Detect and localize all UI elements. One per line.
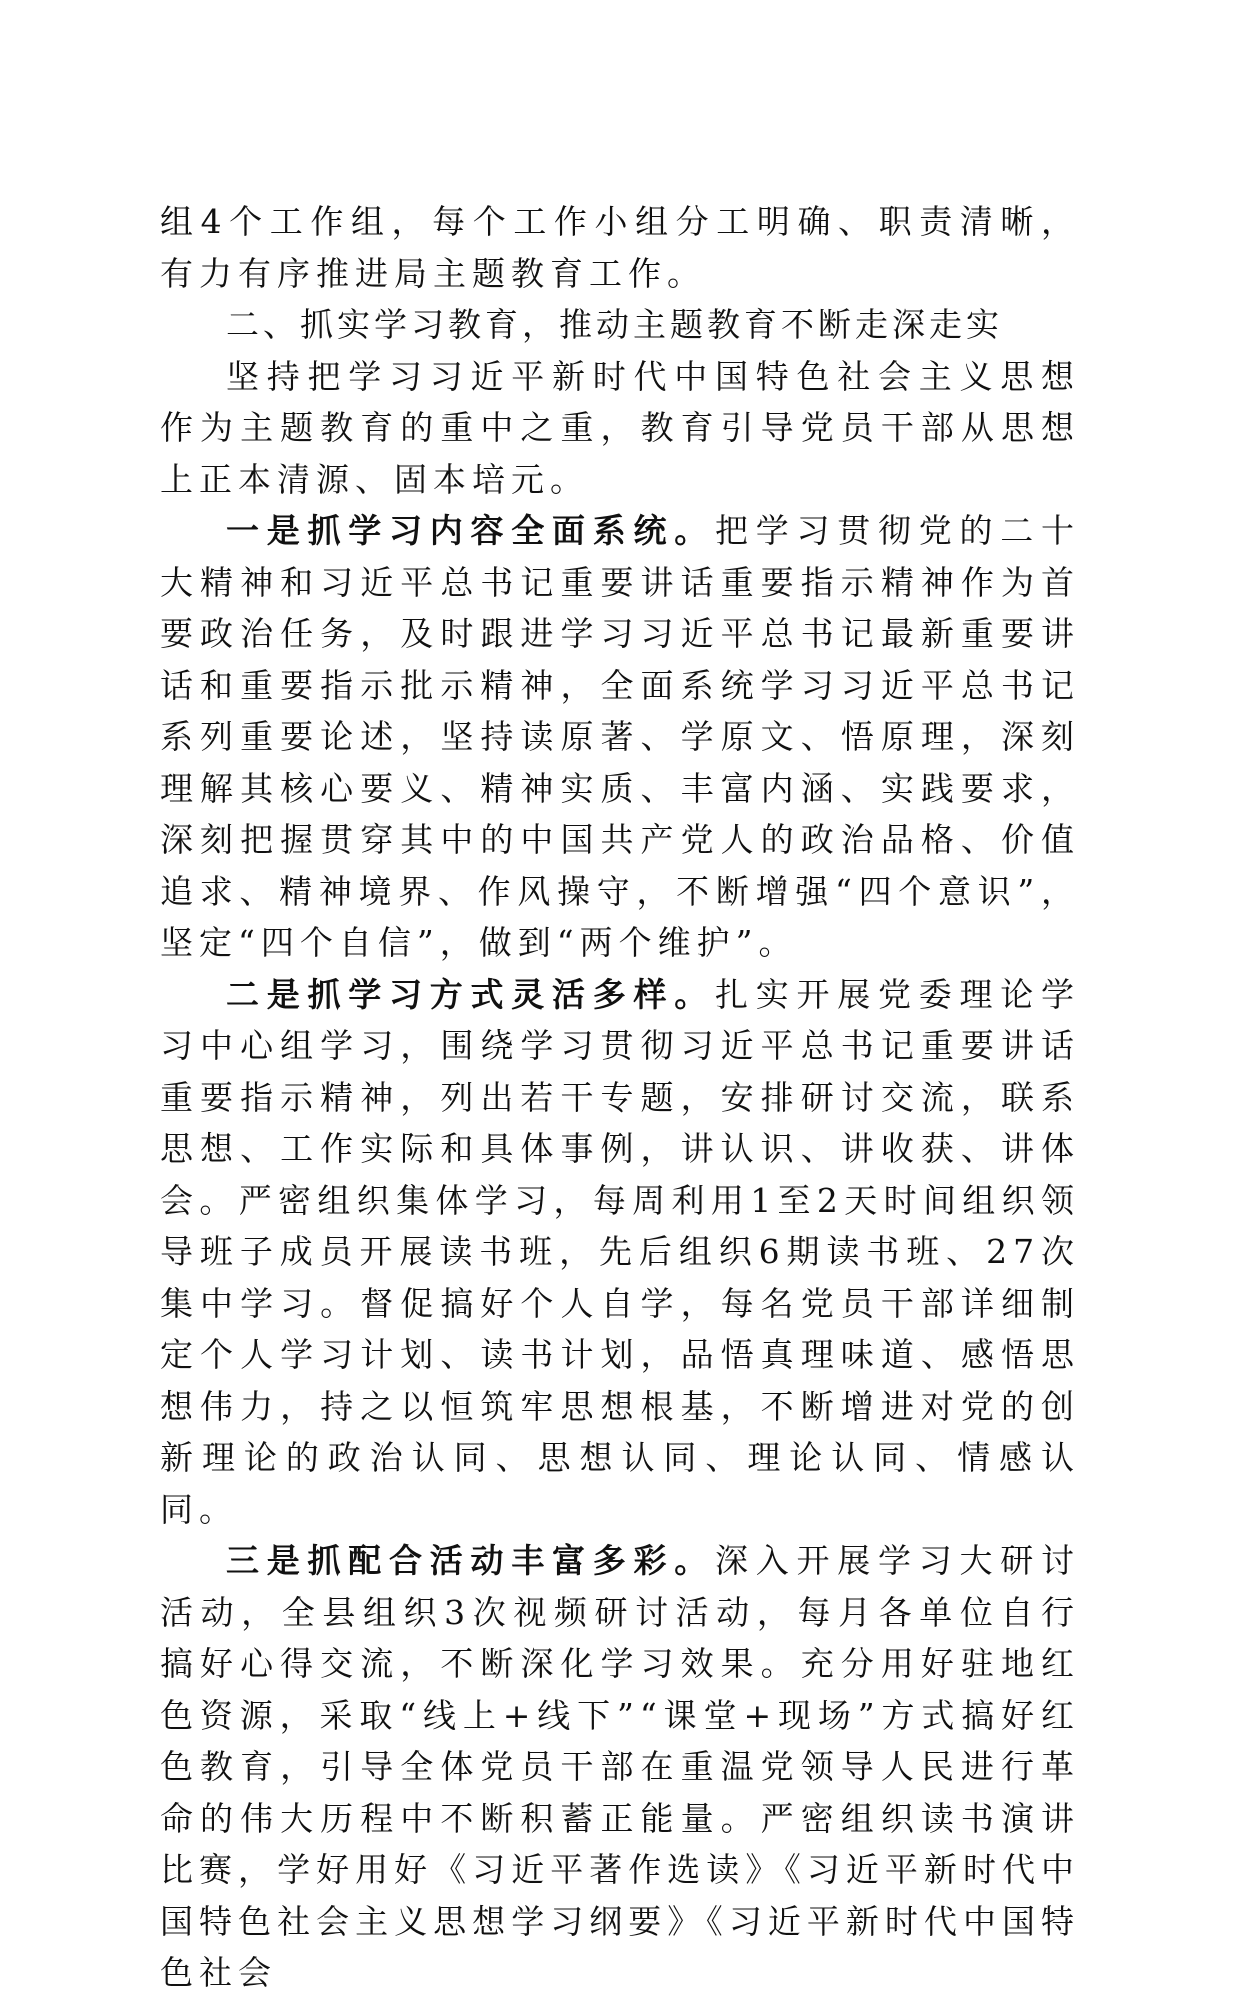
paragraph-4-text: 扎实开展党委理论学习中心组学习，围绕学习贯彻习近平总书记重要讲话重要指示精神，列出若干专题，安排研讨交流，联系思想、工作实际和具体事例，讲认识、讲收获、讲体会。严密组织集体学习，每周利用1至2天时间组织领导班子成员开展读书班，先后组织6期读书班、27次集中学习。督促搞好个人自学，每名党员干部详细制定个人学习计划、读书计划，品悟真理味道、感悟思想伟力，持之以恒筑牢思想根基，不断增进对党的创新理论的政治认同、思想认同、理论认同、情感认同。 <box>160 974 1080 1529</box>
paragraph-1-text: 组4个工作组，每个工作小组分工明确、职责清晰，有力有序推进局主题教育工作。 <box>160 202 1080 293</box>
paragraph-3-lead: 一是抓学习内容全面系统。 <box>226 511 715 550</box>
paragraph-2 <box>160 351 1080 506</box>
paragraph-4-lead: 二是抓学习方式灵活多样。 <box>226 974 715 1014</box>
paragraph-5 <box>160 1535 1080 1999</box>
paragraph-5-lead: 三是抓配合活动丰富多彩。 <box>226 1541 715 1580</box>
paragraph-3 <box>160 505 1080 969</box>
document-page <box>160 196 1080 1999</box>
paragraph-1 <box>160 196 1080 299</box>
paragraph-2-text: 坚持把学习习近平新时代中国特色社会主义思想作为主题教育的重中之重，教育引导党员干部从思想上正本清源、固本培元。 <box>160 356 1080 499</box>
paragraph-3-text: 把学习贯彻党的二十大精神和习近平总书记重要讲话重要指示精神作为首要政治任务，及时跟进学习习近平总书记最新重要讲话和重要指示批示精神，全面系统学习习近平总书记系列重要论述，坚持读原著、学原文、悟原理，深刻理解其核心要义、精神实质、丰富内涵、实践要求，深刻把握贯穿其中的中国共产党人的政治品格、价值追求、精神境界、作风操守，不断增强“四个意识”，坚定“四个自信”，做到“两个维护”。 <box>160 511 1080 962</box>
section-heading-2: 二、抓实学习教育，推动主题教育不断走深走实 <box>226 305 1003 344</box>
paragraph-4 <box>160 969 1080 1536</box>
paragraph-5-text: 深入开展学习大研讨活动，全县组织3次视频研讨活动，每月各单位自行搞好心得交流，不断深化学习效果。充分用好驻地红色资源，采取“线上+线下”“课堂+现场”方式搞好红色教育，引导全体党员干部在重温党领导人民进行革命的伟大历程中不断积蓄正能量。严密组织读书演讲比赛，学好用好《习近平著作选读》《习近平新时代中国特色社会主义思想学习纲要》《习近平新时代中国特色社会 <box>160 1541 1080 1992</box>
